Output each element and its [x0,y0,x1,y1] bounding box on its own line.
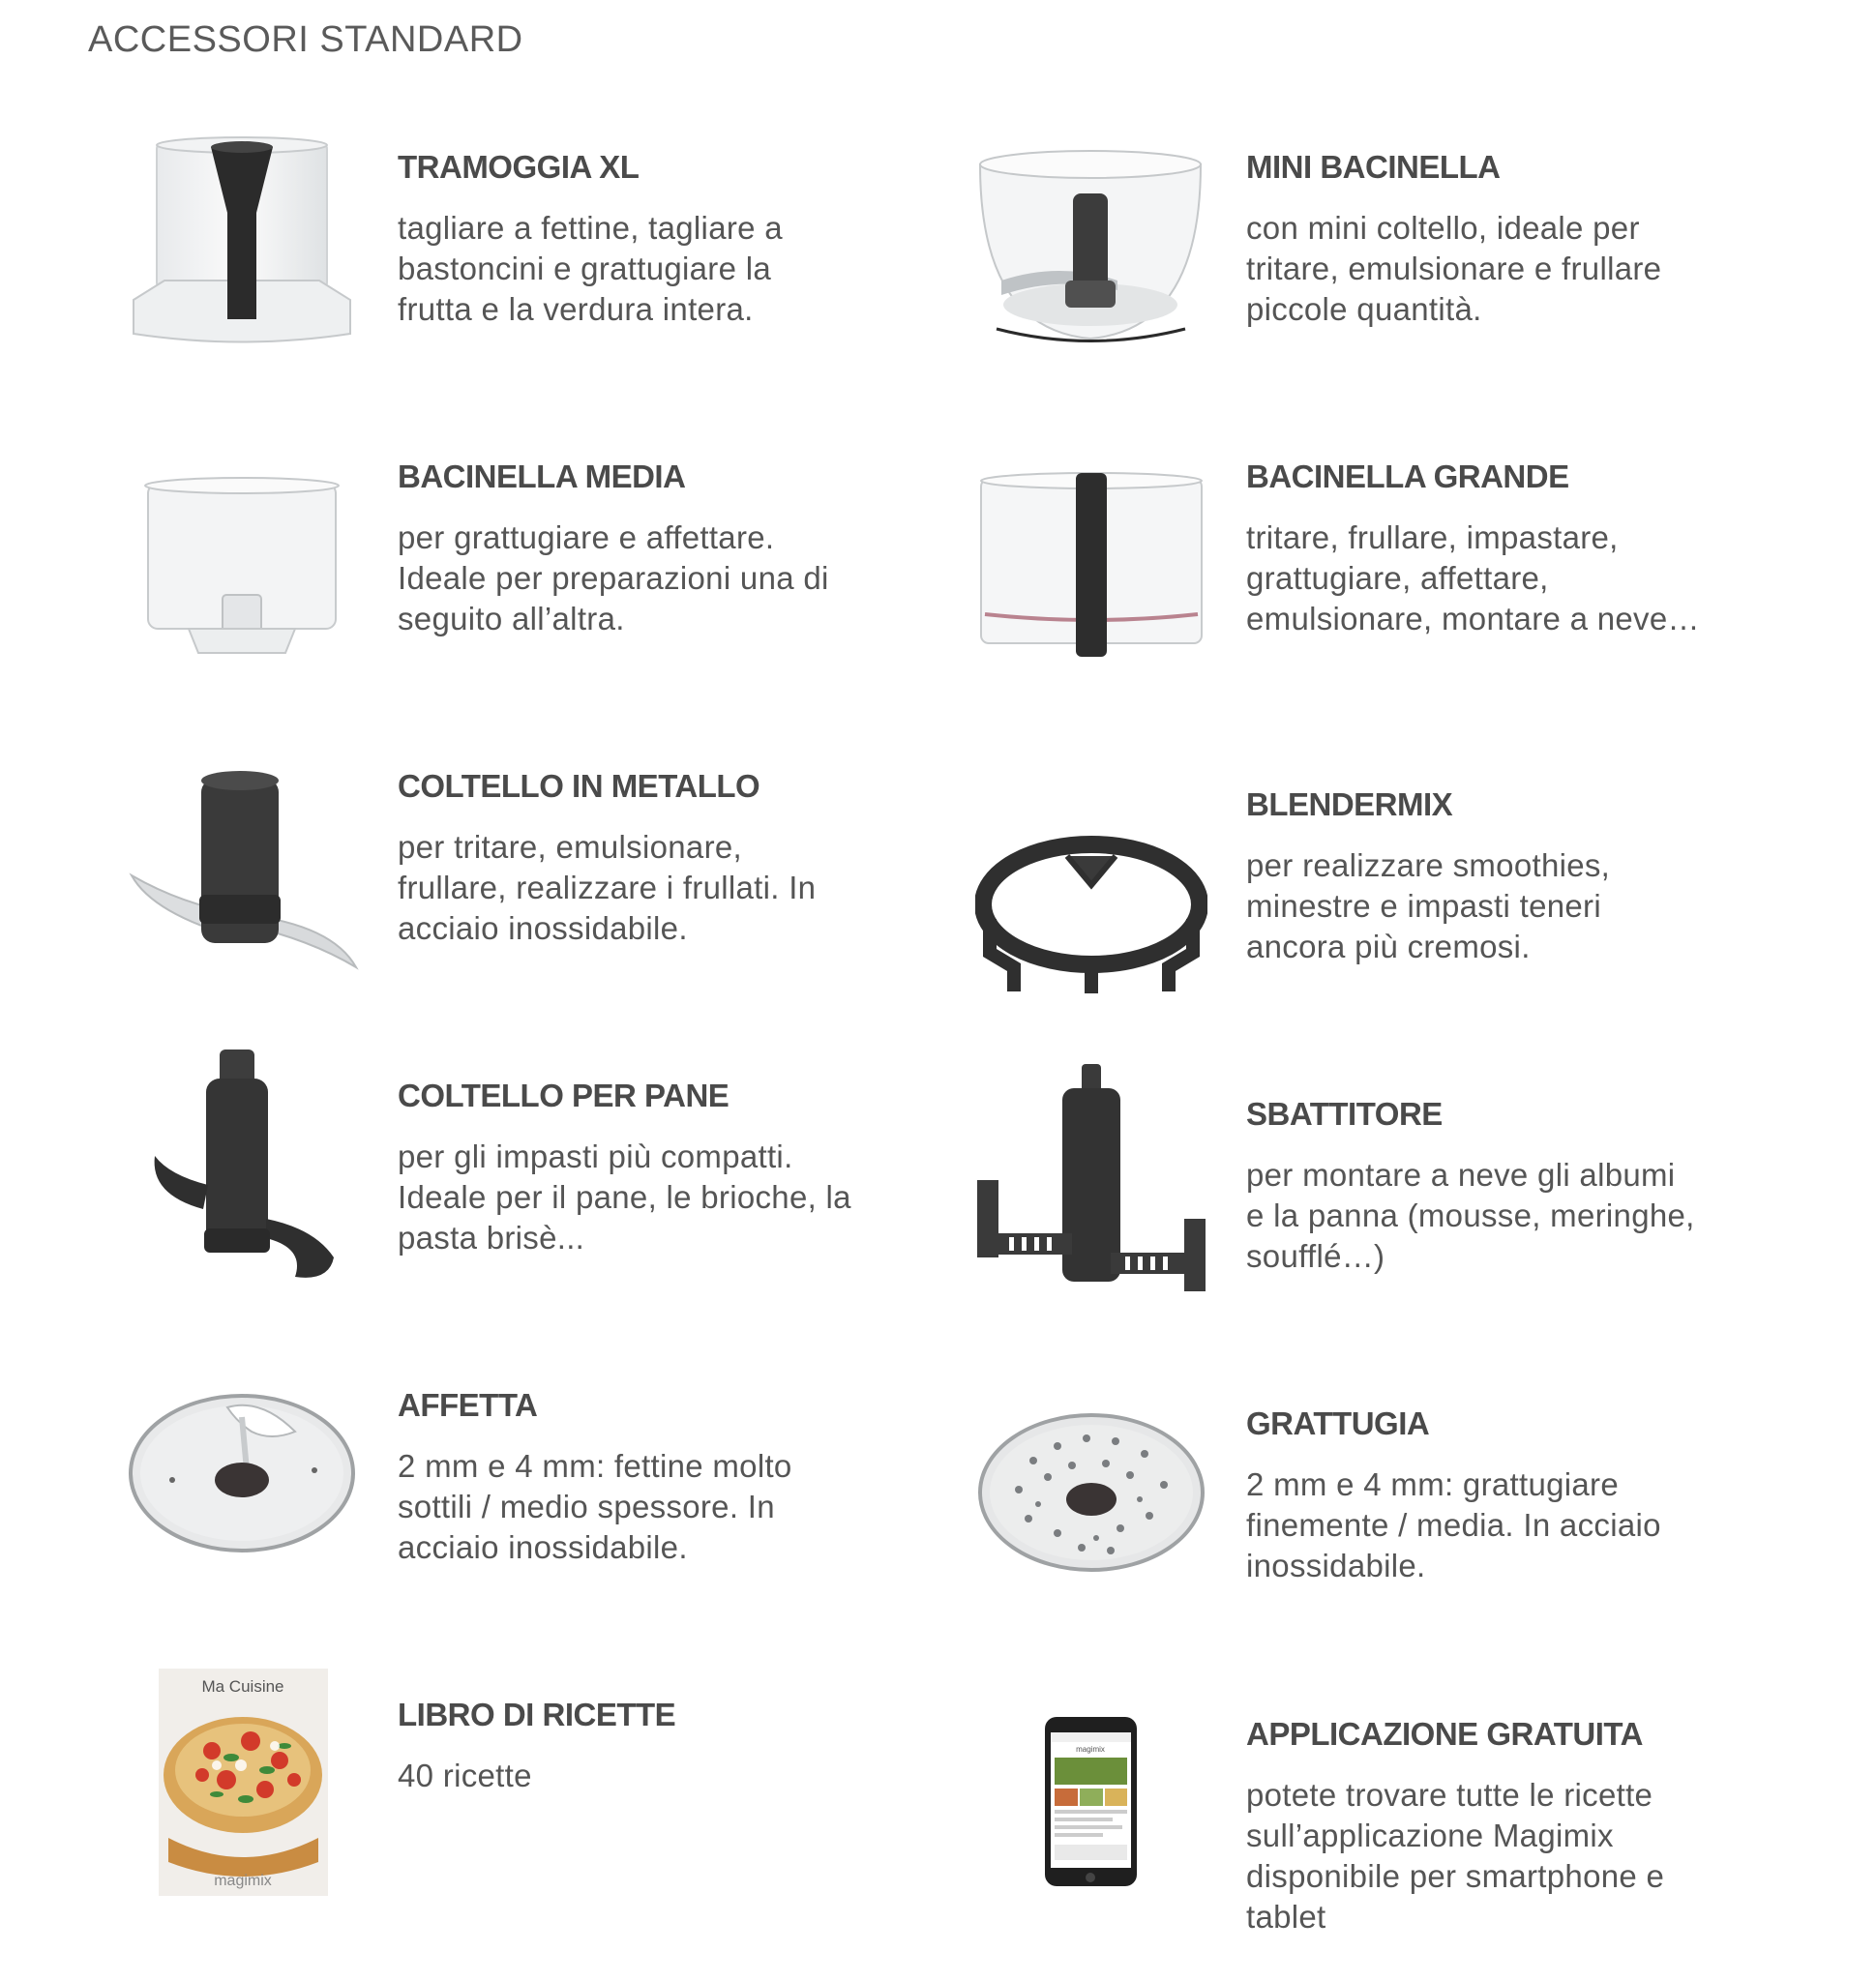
item-description: potete trovare tutte le ricette sull’applicazione Magimix disponibile per smartphone e tablet [1246,1776,1665,1935]
item-description: tritare, frullare, impastare, grattugiare, affettare, emulsionare, montare a neve… [1246,518,1700,636]
app-brand-label: magimix [1076,1745,1105,1754]
whisk-icon [975,1064,1207,1291]
item-description: 2 mm e 4 mm: grattugiare finemente / media. In acciaio inossidabile. [1246,1465,1661,1583]
item-description: per grattugiare e affettare. Ideale per preparazioni una di seguito all’altra. [398,518,829,636]
dough-blade-icon [150,1050,339,1282]
mini-bowl-icon [972,135,1209,353]
item-title: APPLICAZIONE GRATUITA [1246,1716,1643,1752]
item-description: per tritare, emulsionare, frullare, realizzare i frullati. In acciaio inossidabile. [398,828,817,946]
grating-disc-icon [975,1407,1207,1577]
item-title: BACINELLA GRANDE [1246,458,1569,494]
item-description: 2 mm e 4 mm: fettine molto sottili / medio spessore. In acciaio inossidabile. [398,1447,792,1565]
slicing-disc-icon [126,1388,358,1557]
metal-blade-icon [124,769,361,972]
book-cover-brand: magimix [214,1873,272,1889]
item-title: GRATTUGIA [1246,1405,1430,1441]
item-title: COLTELLO IN METALLO [398,768,760,804]
item-title: LIBRO DI RICETTE [398,1697,676,1732]
item-title: BLENDERMIX [1246,786,1453,822]
item-description: per montare a neve gli albumi e la panna (mousse, meringhe, soufflé…) [1246,1156,1695,1274]
item-description: con mini coltello, ideale per tritare, emulsionare e frullare piccole quantità. [1246,209,1662,327]
feed-tube-xl-icon [126,135,358,353]
book-cover-title: Ma Cuisine [201,1677,284,1696]
item-description: per gli impasti più compatti. Ideale per il pane, le brioche, la pasta brisè... [398,1138,851,1256]
large-bowl-icon [975,469,1207,663]
item-title: SBATTITORE [1246,1096,1443,1132]
item-title: TRAMOGGIA XL [398,149,640,185]
blendermix-ring-icon [975,827,1207,996]
smartphone-app-icon [1045,1717,1137,1886]
item-description: 40 ricette [398,1757,532,1793]
recipe-book-icon [159,1669,328,1896]
item-title: AFFETTA [398,1387,538,1423]
item-title: COLTELLO PER PANE [398,1078,730,1113]
item-description: tagliare a fettine, tagliare a bastoncini e grattugiare la frutta e la verdura intera. [398,209,783,327]
item-description: per realizzare smoothies, minestre e impasti teneri ancora più cremosi. [1246,846,1611,964]
medium-bowl-icon [140,474,343,663]
page-title: ACCESSORI STANDARD [88,19,523,60]
item-title: MINI BACINELLA [1246,149,1501,185]
item-title: BACINELLA MEDIA [398,458,686,494]
